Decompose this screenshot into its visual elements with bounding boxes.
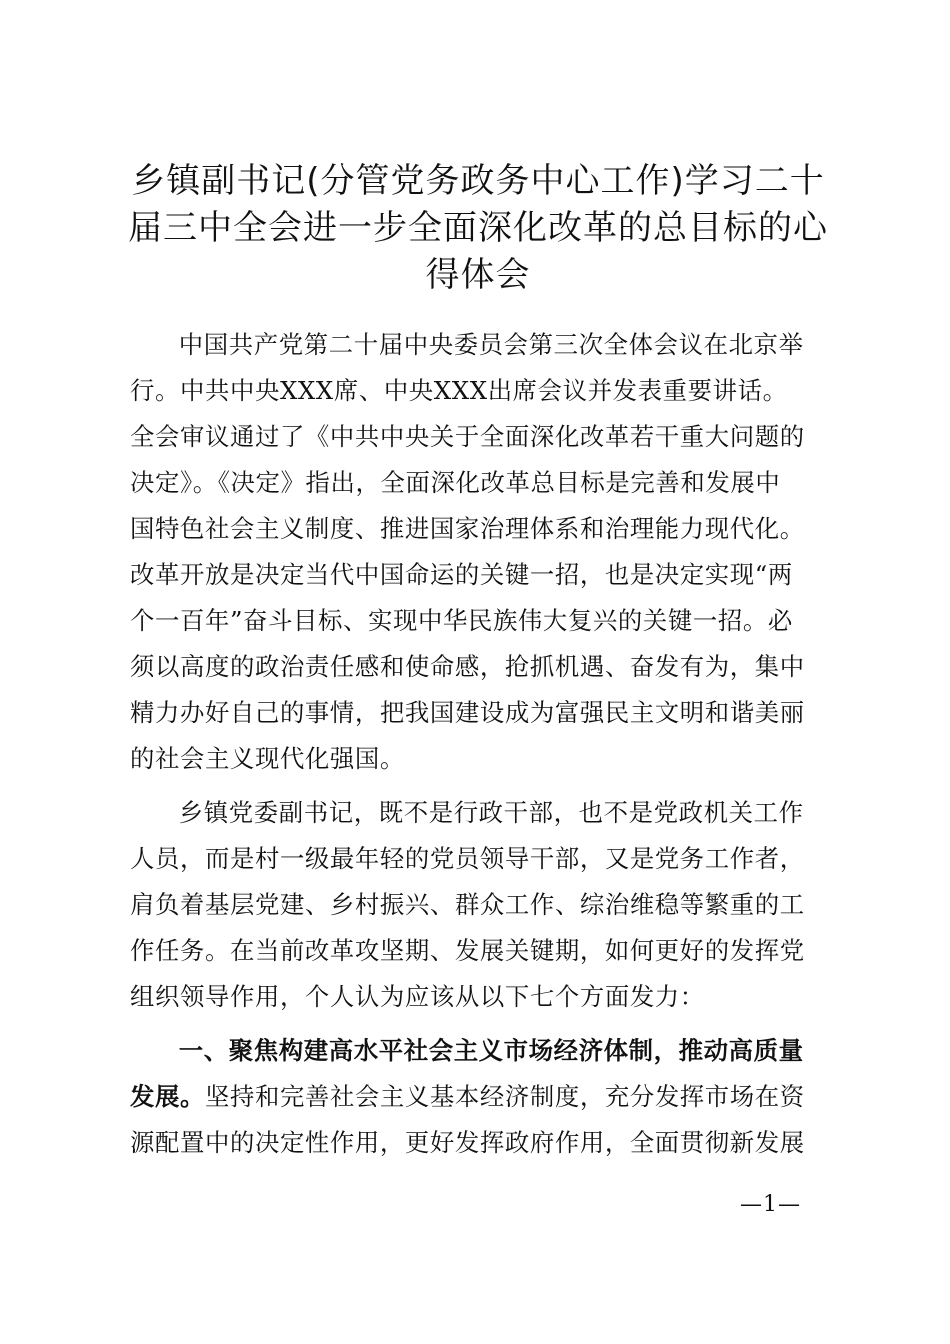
title-line: 得体会 [425, 255, 531, 295]
title-line: 届三中全会进一步全面深化改革的总目标的心 [128, 208, 828, 248]
paragraph-intro [130, 322, 830, 782]
document-body [130, 322, 830, 1166]
text-line: 乡镇党委副书记，既不是行政干部，也不是党政机关工作 [178, 798, 804, 827]
title-line: 乡镇副书记(分管党务政务中心工作)学习二十 [131, 161, 825, 201]
page-number: —1— [740, 1192, 801, 1217]
text-line: 全会审议通过了《中共中央关于全面深化改革若干重大问题的 [130, 422, 805, 451]
text-line: 行。中共中央XXX席、中央XXX出席会议并发表重要讲话。 [130, 376, 788, 405]
text-line: 人员，而是村一级最年轻的党员领导干部，又是党务工作者， [130, 844, 805, 873]
section-heading-end: 发展。 [130, 1082, 205, 1111]
text-line: 须以高度的政治责任感和使命感，抢抓机遇、奋发有为，集中 [130, 652, 805, 681]
text-line: 源配置中的决定性作用，更好发挥政府作用，全面贯彻新发展 [130, 1128, 805, 1157]
text-span: 坚持和完善社会主义基本经济制度，充分发挥市场在资 [204, 1082, 805, 1111]
text-line: 个一百年”奋斗目标、实现中华民族伟大复兴的关键一招。必 [130, 606, 793, 635]
text-line: 精力办好自己的事情，把我国建设成为富强民主文明和谐美丽 [130, 698, 805, 727]
document-title [128, 158, 828, 299]
text-line [130, 1074, 830, 1120]
text-line: 国特色社会主义制度、推进国家治理体系和治理能力现代化。 [130, 514, 805, 543]
text-line: 组织领导作用，个人认为应该从以下七个方面发力： [130, 982, 705, 1011]
paragraph-section-1 [130, 1028, 830, 1166]
text-line: 作任务。在当前改革攻坚期、发展关键期，如何更好的发挥党 [130, 936, 805, 965]
text-line: 肩负着基层党建、乡村振兴、群众工作、综治维稳等繁重的工 [130, 890, 805, 919]
paragraph-role [130, 790, 830, 1020]
section-heading: 一、聚焦构建高水平社会主义市场经济体制，推动高质量 [178, 1036, 804, 1065]
text-line: 中国共产党第二十届中央委员会第三次全体会议在北京举 [178, 330, 804, 359]
text-line: 的社会主义现代化强国。 [130, 744, 405, 773]
text-line: 决定》。《决定》指出，全面深化改革总目标是完善和发展中 [130, 468, 781, 497]
text-line: 改革开放是决定当代中国命运的关键一招，也是决定实现“两 [130, 560, 793, 589]
